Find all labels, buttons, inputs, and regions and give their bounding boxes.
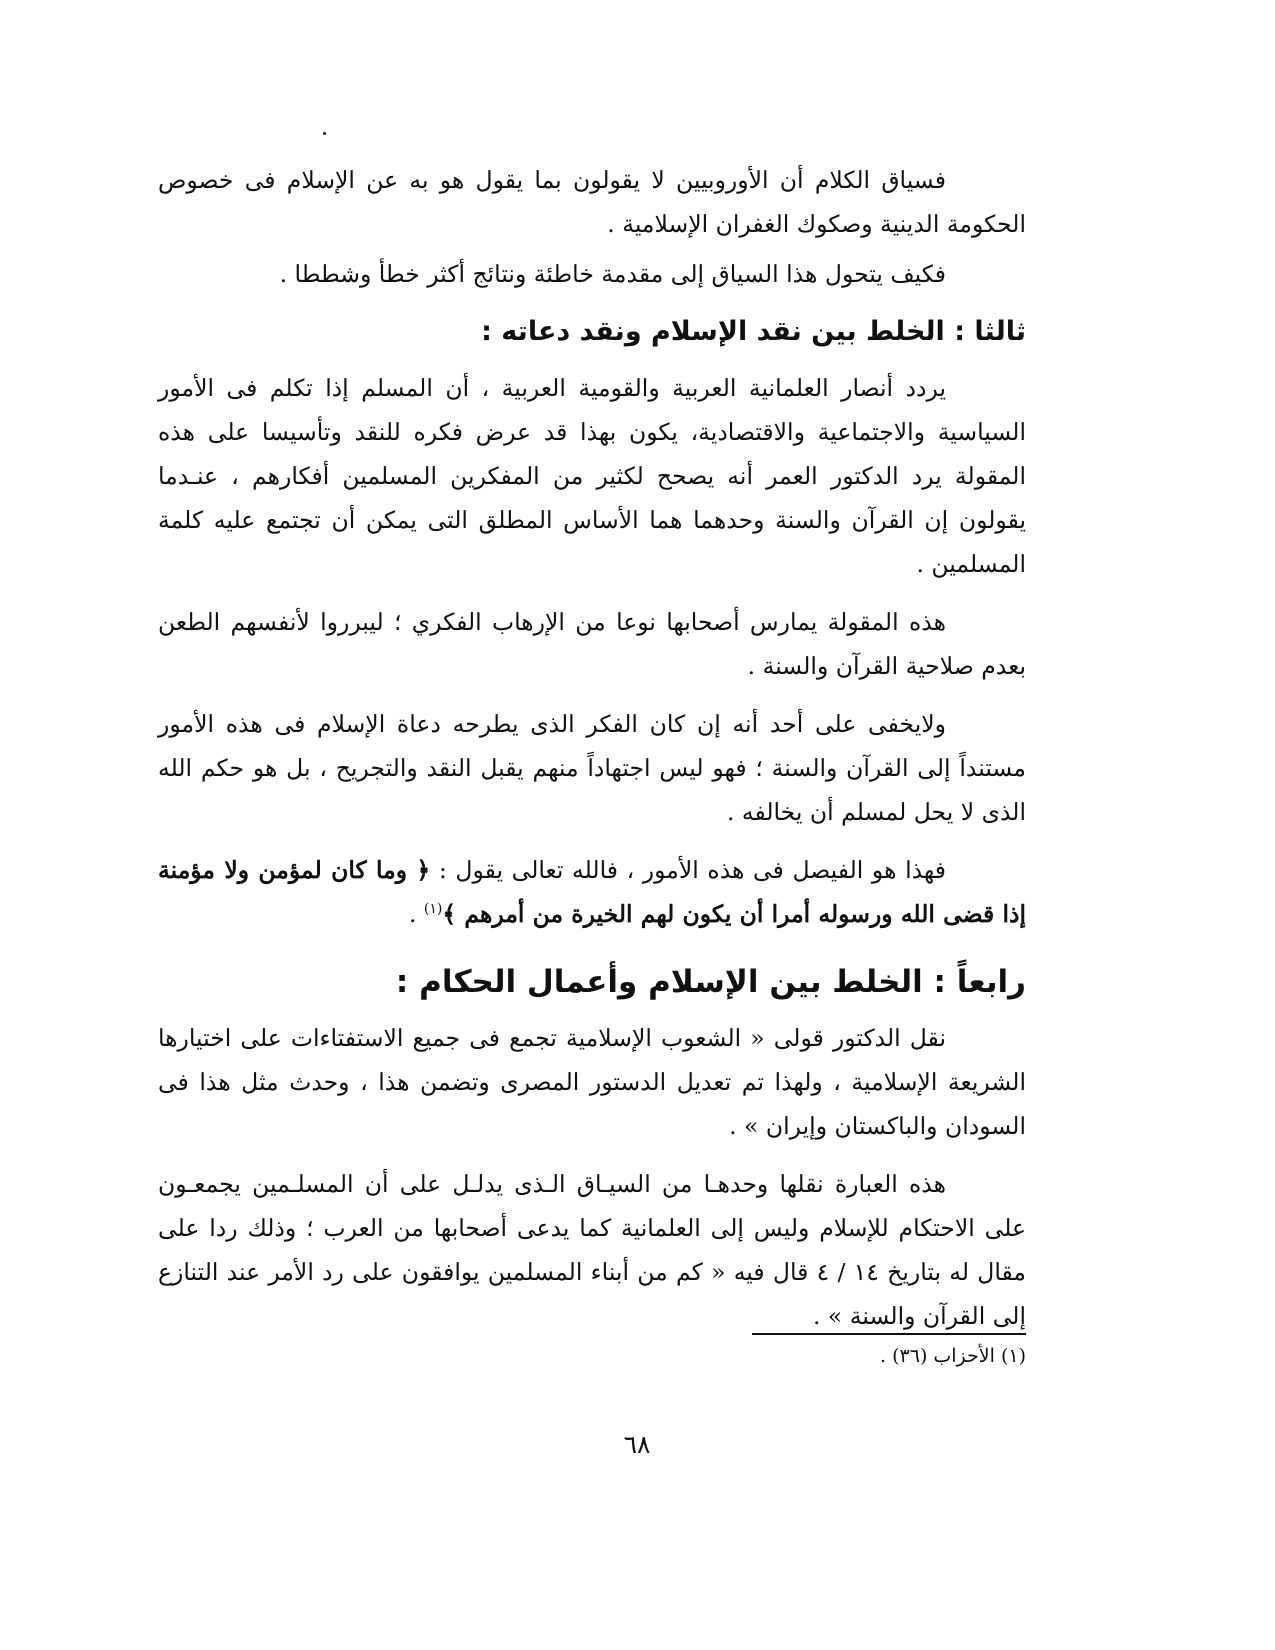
stray-dot (323, 132, 326, 135)
footnote-ref: (١) (423, 901, 443, 918)
paragraph: هذه العبارة نقلها وحدهـا من السيـاق الـذى يدلـل على أن المسلـمين يجمعـون على الاحتكام للإسلام وليس إلى العلمانية كما يدعى أصحابها من العرب ؛ وذلك ردا على مقال له بتاريخ ١٤ / ٤ قال فيه « كم من أبناء المسلمين يوافقون على رد الأمر عند التنازع إلى القرآن والسنة » . (158, 1170, 1027, 1330)
paragraph: هذه المقولة يمارس أصحابها نوعا من الإرهاب الفكري ؛ ليبرروا لأنفسهم الطعن بعدم صلاحية القرآن والسنة . (158, 608, 1026, 680)
footnote-divider (752, 1333, 1026, 1335)
quranic-paragraph (158, 848, 1026, 936)
paragraph: يردد أنصار العلمانية العربية والقومية العربية ، أن المسلم إذا تكلم فى الأمور السياسية والاجتماعية والاقتصادية، يكون بهذا قد عرض فكره للنقد وتأسيسا على هذه المقولة يرد الدكتور العمر أنه يصحح لكثير من المفكرين المسلمين أفكارهم ، عنـدما يقولون إن القرآن والسنة وحدهما هما الأساس المطلق التى يمكن أن تجتمع عليه كلمة المسلمين . (158, 374, 1026, 578)
paragraph-intro: فهذا هو الفيصل فى هذه الأمور ، فالله تعالى يقول : (438, 856, 946, 884)
paragraph: نقل الدكتور قولى « الشعوب الإسلامية تجمع فى جميع الاستفتاءات على اختيارها الشريعة الإسلامية ، ولهذا تم تعديل الدستور المصرى وتضمن هذا ، وحدث مثل هذا فى السودان والباكستان وإيران » . (158, 1024, 1026, 1140)
text-column (158, 158, 1026, 1338)
page-number: ٦٨ (623, 1430, 651, 1459)
paragraph: فكيف يتحول هذا السياق إلى مقدمة خاطئة ونتائج أكثر خطأ وشططا . (279, 260, 946, 288)
footnote: (١) الأحزاب (٣٦) . (880, 1345, 1026, 1367)
section-heading: رابعاً : الخلط بين الإسلام وأعمال الحكام : (395, 964, 1026, 1000)
paragraph-end: . (408, 900, 424, 928)
quranic-quote: ﴿ وما كان لمؤمن ولا مؤمنة إذا قضى الله ورسوله أمرا أن يكون لهم الخيرة من أمرهم ﴾ (158, 856, 1026, 928)
section-heading: ثالثا : الخلط بين نقد الإسلام ونقد دعاته : (481, 316, 1026, 347)
paragraph: فسياق الكلام أن الأوروبيين لا يقولون بما يقول هو به عن الإسلام فى خصوص الحكومة الدينية وصكوك الغفران الإسلامية . (158, 166, 1026, 238)
paragraph: ولايخفى على أحد أنه إن كان الفكر الذى يطرحه دعاة الإسلام فى هذه الأمور مستنداً إلى القرآن والسنة ؛ فهو ليس اجتهاداً منهم يقبل النقد والتجريح ، بل هو حكم الله الذى لا يحل لمسلم أن يخالفه . (158, 710, 1026, 826)
